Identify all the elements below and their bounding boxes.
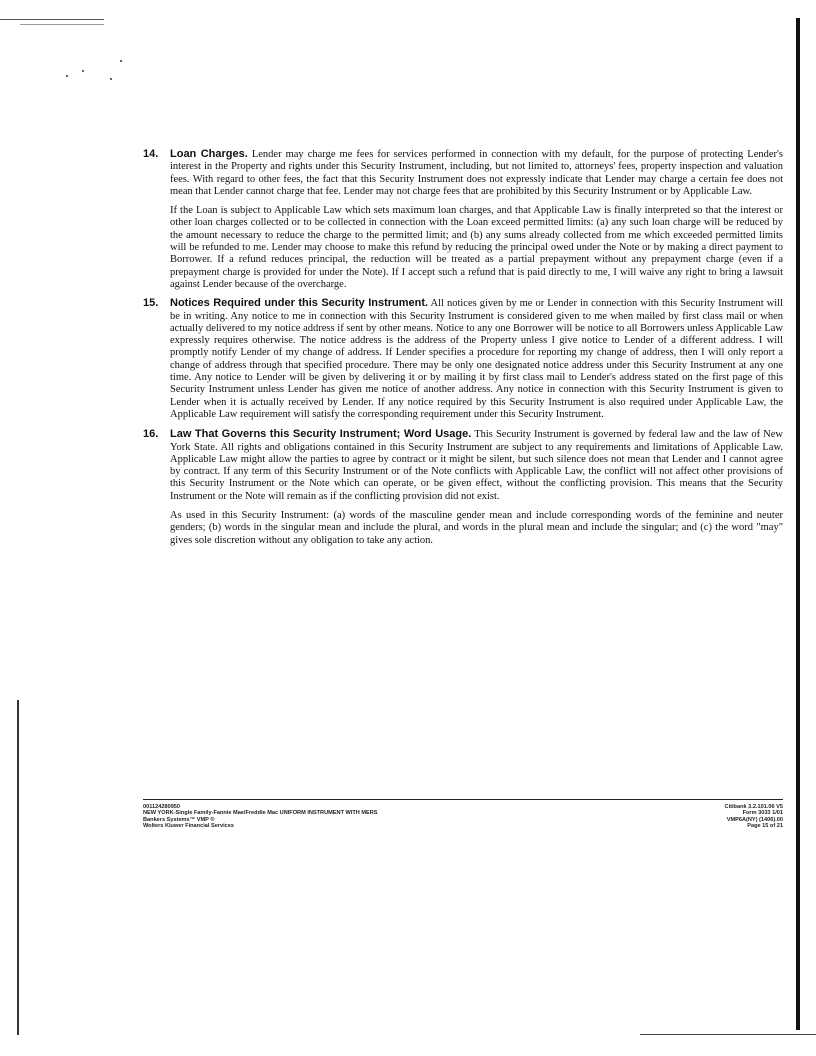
scan-artifact-top-line bbox=[0, 19, 104, 20]
section-text: All notices given by me or Lender in connection with this Security Instrument will be in writing. Any notice to me in connection with this Security Instrument is considered given to me when mailed by first class mail or when actually delivered to my notice address if sent by other means. Notice to any one Borrower will be notice to all Borrowers unless Applicable Law expressly requires otherwise. The notice address is the address of the Property unless I give notice to Lender of a different address. I will promptly notify Lender of my change of address. If Lender specifies a procedure for reporting my change of address, then I will only report a change of address through that specified procedure. There may be only one designated notice address under this Security Instrument at any one time. Any notice to Lender will be given by delivering it or by mailing it by first class mail to Lender's address stated on the first page of this Security Instrument unless Lender has given me notice of another address. Any notice in connection with this Security Instrument is given to Lender when it is actually received by Lender. If any notice required by this Security Instrument is also required under Applicable Law, the Applicable Law requirement will satisfy the corresponding requirement under this Security Instrument. bbox=[170, 298, 783, 420]
footer-publisher: Wolters Kluwer Financial Services bbox=[143, 823, 234, 830]
section-title: Loan Charges. bbox=[170, 148, 248, 160]
footer-version: Citibank 3.2.101.06 V5 bbox=[724, 804, 783, 810]
scan-speck bbox=[66, 75, 68, 77]
scan-speck bbox=[120, 60, 122, 62]
scan-artifact-top-line-faint bbox=[20, 24, 104, 25]
footer-form-description: NEW YORK-Single Family-Fannie Mae/Freddie Mac UNIFORM INSTRUMENT WITH MERS bbox=[143, 810, 378, 817]
section-title: Law That Governs this Security Instrument; Word Usage. bbox=[170, 428, 472, 441]
footer-left-block bbox=[143, 804, 378, 830]
footer-form-number: Form 3033 1/01 bbox=[742, 810, 783, 817]
footer-vendor: Bankers Systems™ VMP ® bbox=[143, 816, 215, 823]
scan-artifact-left-edge bbox=[17, 700, 19, 1035]
section-paragraph bbox=[170, 428, 783, 503]
section-number: 16. bbox=[143, 428, 159, 441]
footer-right-block bbox=[725, 804, 783, 830]
section-text: This Security Instrument is governed by federal law and the law of New York State. All rights and obligations contained in this Security Instrument are subject to any requirements and limitations of Applicable Law. Applicable Law might allow the parties to agree by contract or it might be silent, but such silence does not mean that Lender and I cannot agree by contract. If any term of this Security Instrument or of the Note conflicts with Applicable Law, the conflict will not affect other provisions of this Security Instrument or the Note which can operate, or be given effect, without the conflicting provision. This means that the Security Instrument or the Note will remain as if the conflicting provision did not exist. bbox=[170, 429, 783, 502]
document-body bbox=[143, 148, 783, 553]
page-footer bbox=[143, 799, 783, 830]
section-paragraph bbox=[170, 148, 783, 198]
section-15-notices bbox=[143, 297, 783, 421]
scan-artifact-bottom-line bbox=[640, 1034, 816, 1035]
footer-loan-number: 001124280950 bbox=[143, 804, 181, 810]
section-16-governing-law bbox=[143, 428, 783, 547]
scan-speck bbox=[82, 70, 84, 72]
section-14-loan-charges bbox=[143, 148, 783, 291]
scan-speck bbox=[110, 78, 112, 80]
footer-page-number: Page 15 of 21 bbox=[747, 823, 783, 830]
section-text: Lender may charge me fees for services performed in connection with my default, for the purpose of protecting Lender's interest in the Property and rights under this Security Instrument, including, but not limited to, attorneys' fees, property inspection and valuation fees. With regard to other fees, the fact that this Security Instrument does not expressly indicate that Lender may charge a certain fee does not mean that Lender cannot charge that fee. Lender may not charge fees that are prohibited by this Security Instrument or by Applicable Law. bbox=[170, 149, 783, 197]
section-title: Notices Required under this Security Instrument. bbox=[170, 297, 429, 310]
section-paragraph-2: As used in this Security Instrument: (a) words of the masculine gender mean and include corresponding words of the feminine and neuter genders; (b) words in the singular mean and include the plural, and words in the plural mean and include the singular; and (c) the word "may" gives sole discretion without any obligation to take any action. bbox=[170, 510, 783, 546]
section-paragraph bbox=[170, 297, 783, 421]
footer-vmp-code: VMP6A(NY) (1406).00 bbox=[726, 816, 783, 823]
section-paragraph-2: If the Loan is subject to Applicable Law which sets maximum loan charges, and that Applicable Law is finally interpreted so that the interest or other loan charges collected or to be collected in connection with the Loan exceed permitted limits: (a) any such loan charge will be reduced by the amount necessary to reduce the charge to the permitted limit; and (b) any sums already collected from me which exceeded permitted limits will be refunded to me. Lender may choose to make this refund by reducing the principal owed under the Note or by making a direct payment to Borrower. If a refund reduces principal, the reduction will be treated as a partial prepayment without any prepayment charge (even if a prepayment charge is provided for under the Note). If I accept such a refund that is paid directly to me, I will waive any right to bring a lawsuit against Lender because of the overcharge. bbox=[170, 205, 783, 290]
section-number: 14. bbox=[143, 148, 159, 160]
scan-artifact-right-edge bbox=[796, 18, 800, 1030]
section-number: 15. bbox=[143, 297, 159, 310]
